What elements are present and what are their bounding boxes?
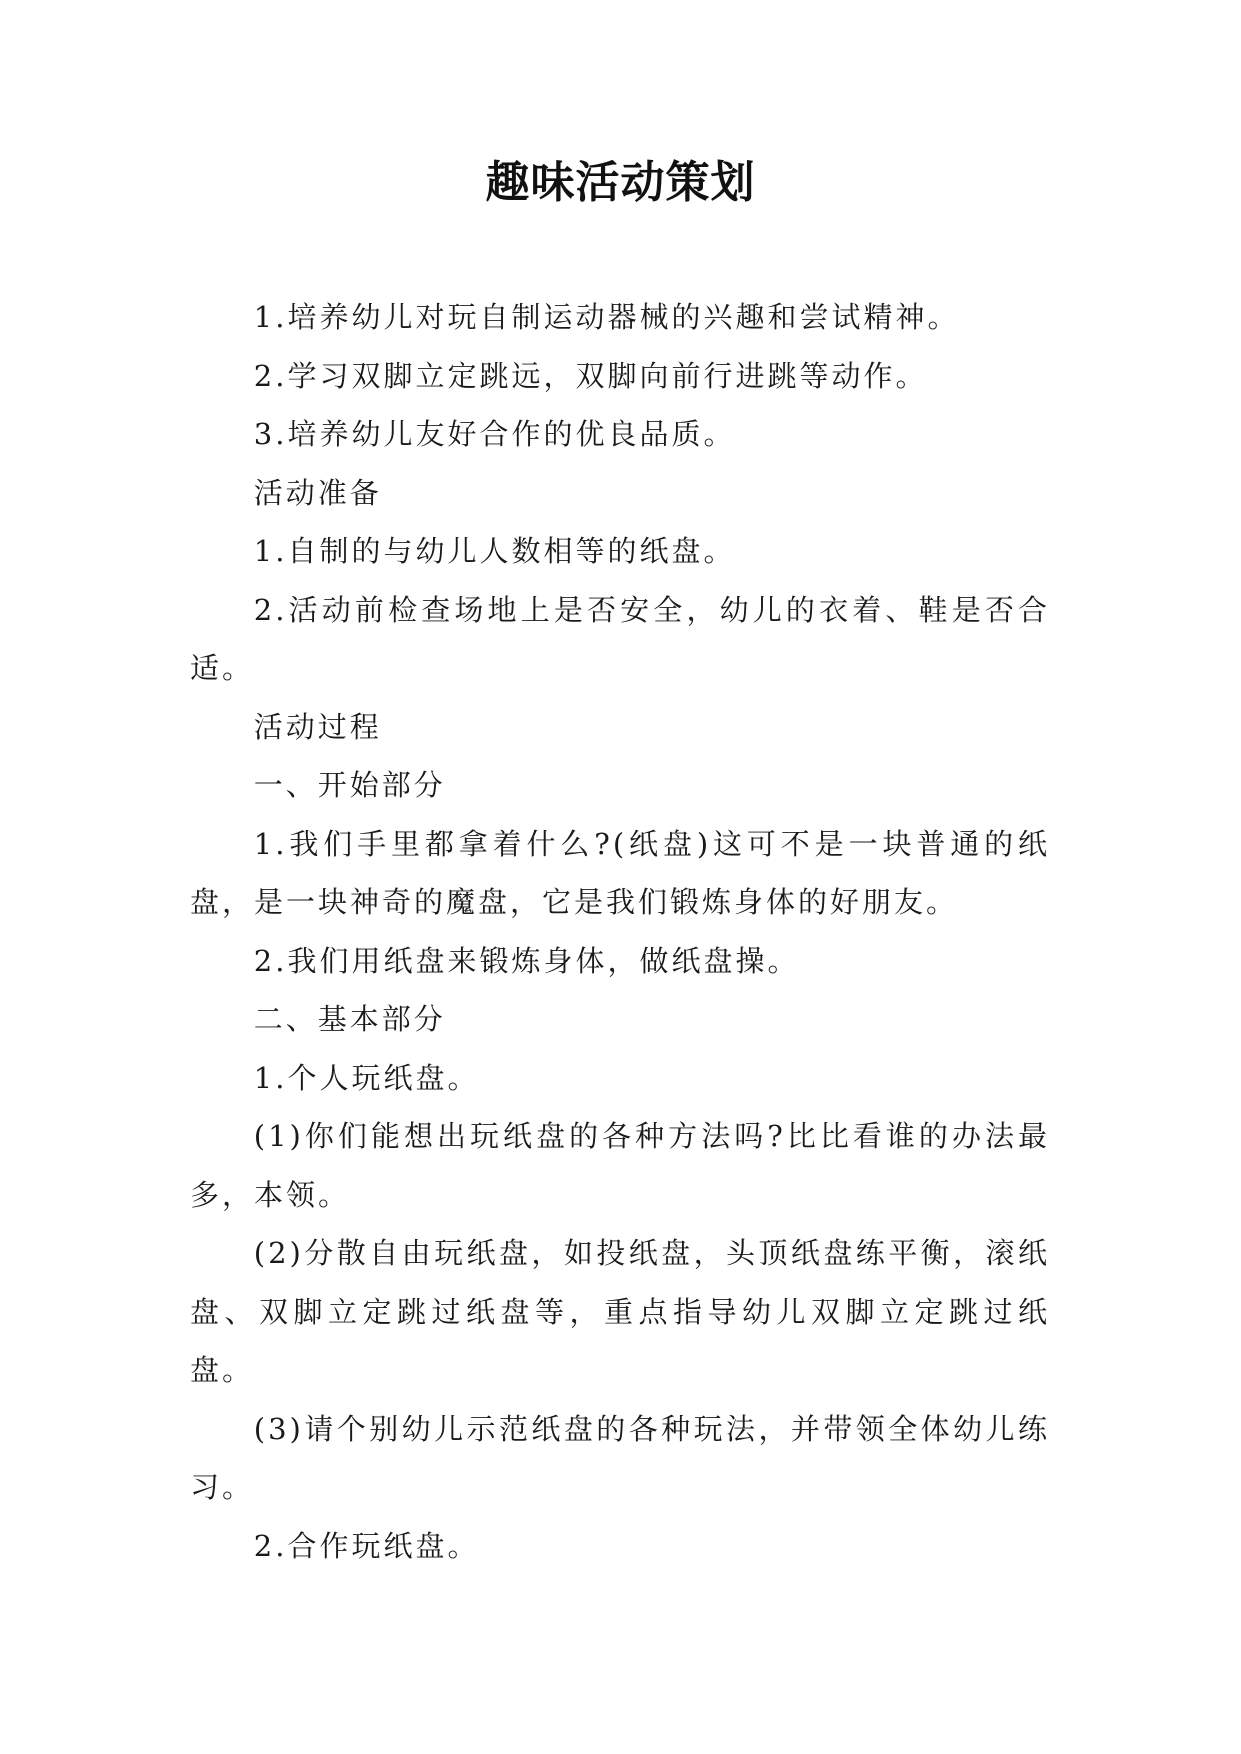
section-heading: 二、基本部分 [253,1002,446,1036]
paragraph: 2.活动前检查场地上是否安全，幼儿的衣着、鞋是否合适。 [190,592,1050,685]
paragraph: 1.个人玩纸盘。 [253,1060,480,1095]
paragraph: 2.我们用纸盘来锻炼身体，做纸盘操。 [253,943,800,978]
paragraph: 1.培养幼儿对玩自制运动器械的兴趣和尝试精神。 [253,300,960,334]
paragraph: 3.培养幼儿友好合作的优良品质。 [253,417,736,451]
paragraph: (2)分散自由玩纸盘，如投纸盘，头顶纸盘练平衡，滚纸盘、双脚立定跳过纸盘等，重点指导幼儿双脚立定跳过纸盘。 [190,1236,1050,1387]
section-heading: 活动准备 [253,475,382,510]
paragraph: 2.合作玩纸盘。 [253,1528,480,1563]
paragraph: (1)你们能想出玩纸盘的各种方法吗?比比看谁的办法最多，本领。 [190,1119,1050,1212]
section-heading: 一、开始部分 [253,768,446,802]
paragraph: 1.自制的与幼儿人数相等的纸盘。 [253,534,736,568]
paragraph: (3)请个别幼儿示范纸盘的各种玩法，并带领全体幼儿练习。 [190,1411,1050,1504]
paragraph: 2.学习双脚立定跳远，双脚向前行进跳等动作。 [253,358,928,393]
document-body [190,288,1050,1575]
document-title: 趣味活动策划 [485,157,756,208]
section-heading: 活动过程 [253,709,382,744]
paragraph: 1.我们手里都拿着什么?(纸盘)这可不是一块普通的纸盘，是一块神奇的魔盘，它是我们锻炼身体的好朋友。 [190,826,1050,919]
